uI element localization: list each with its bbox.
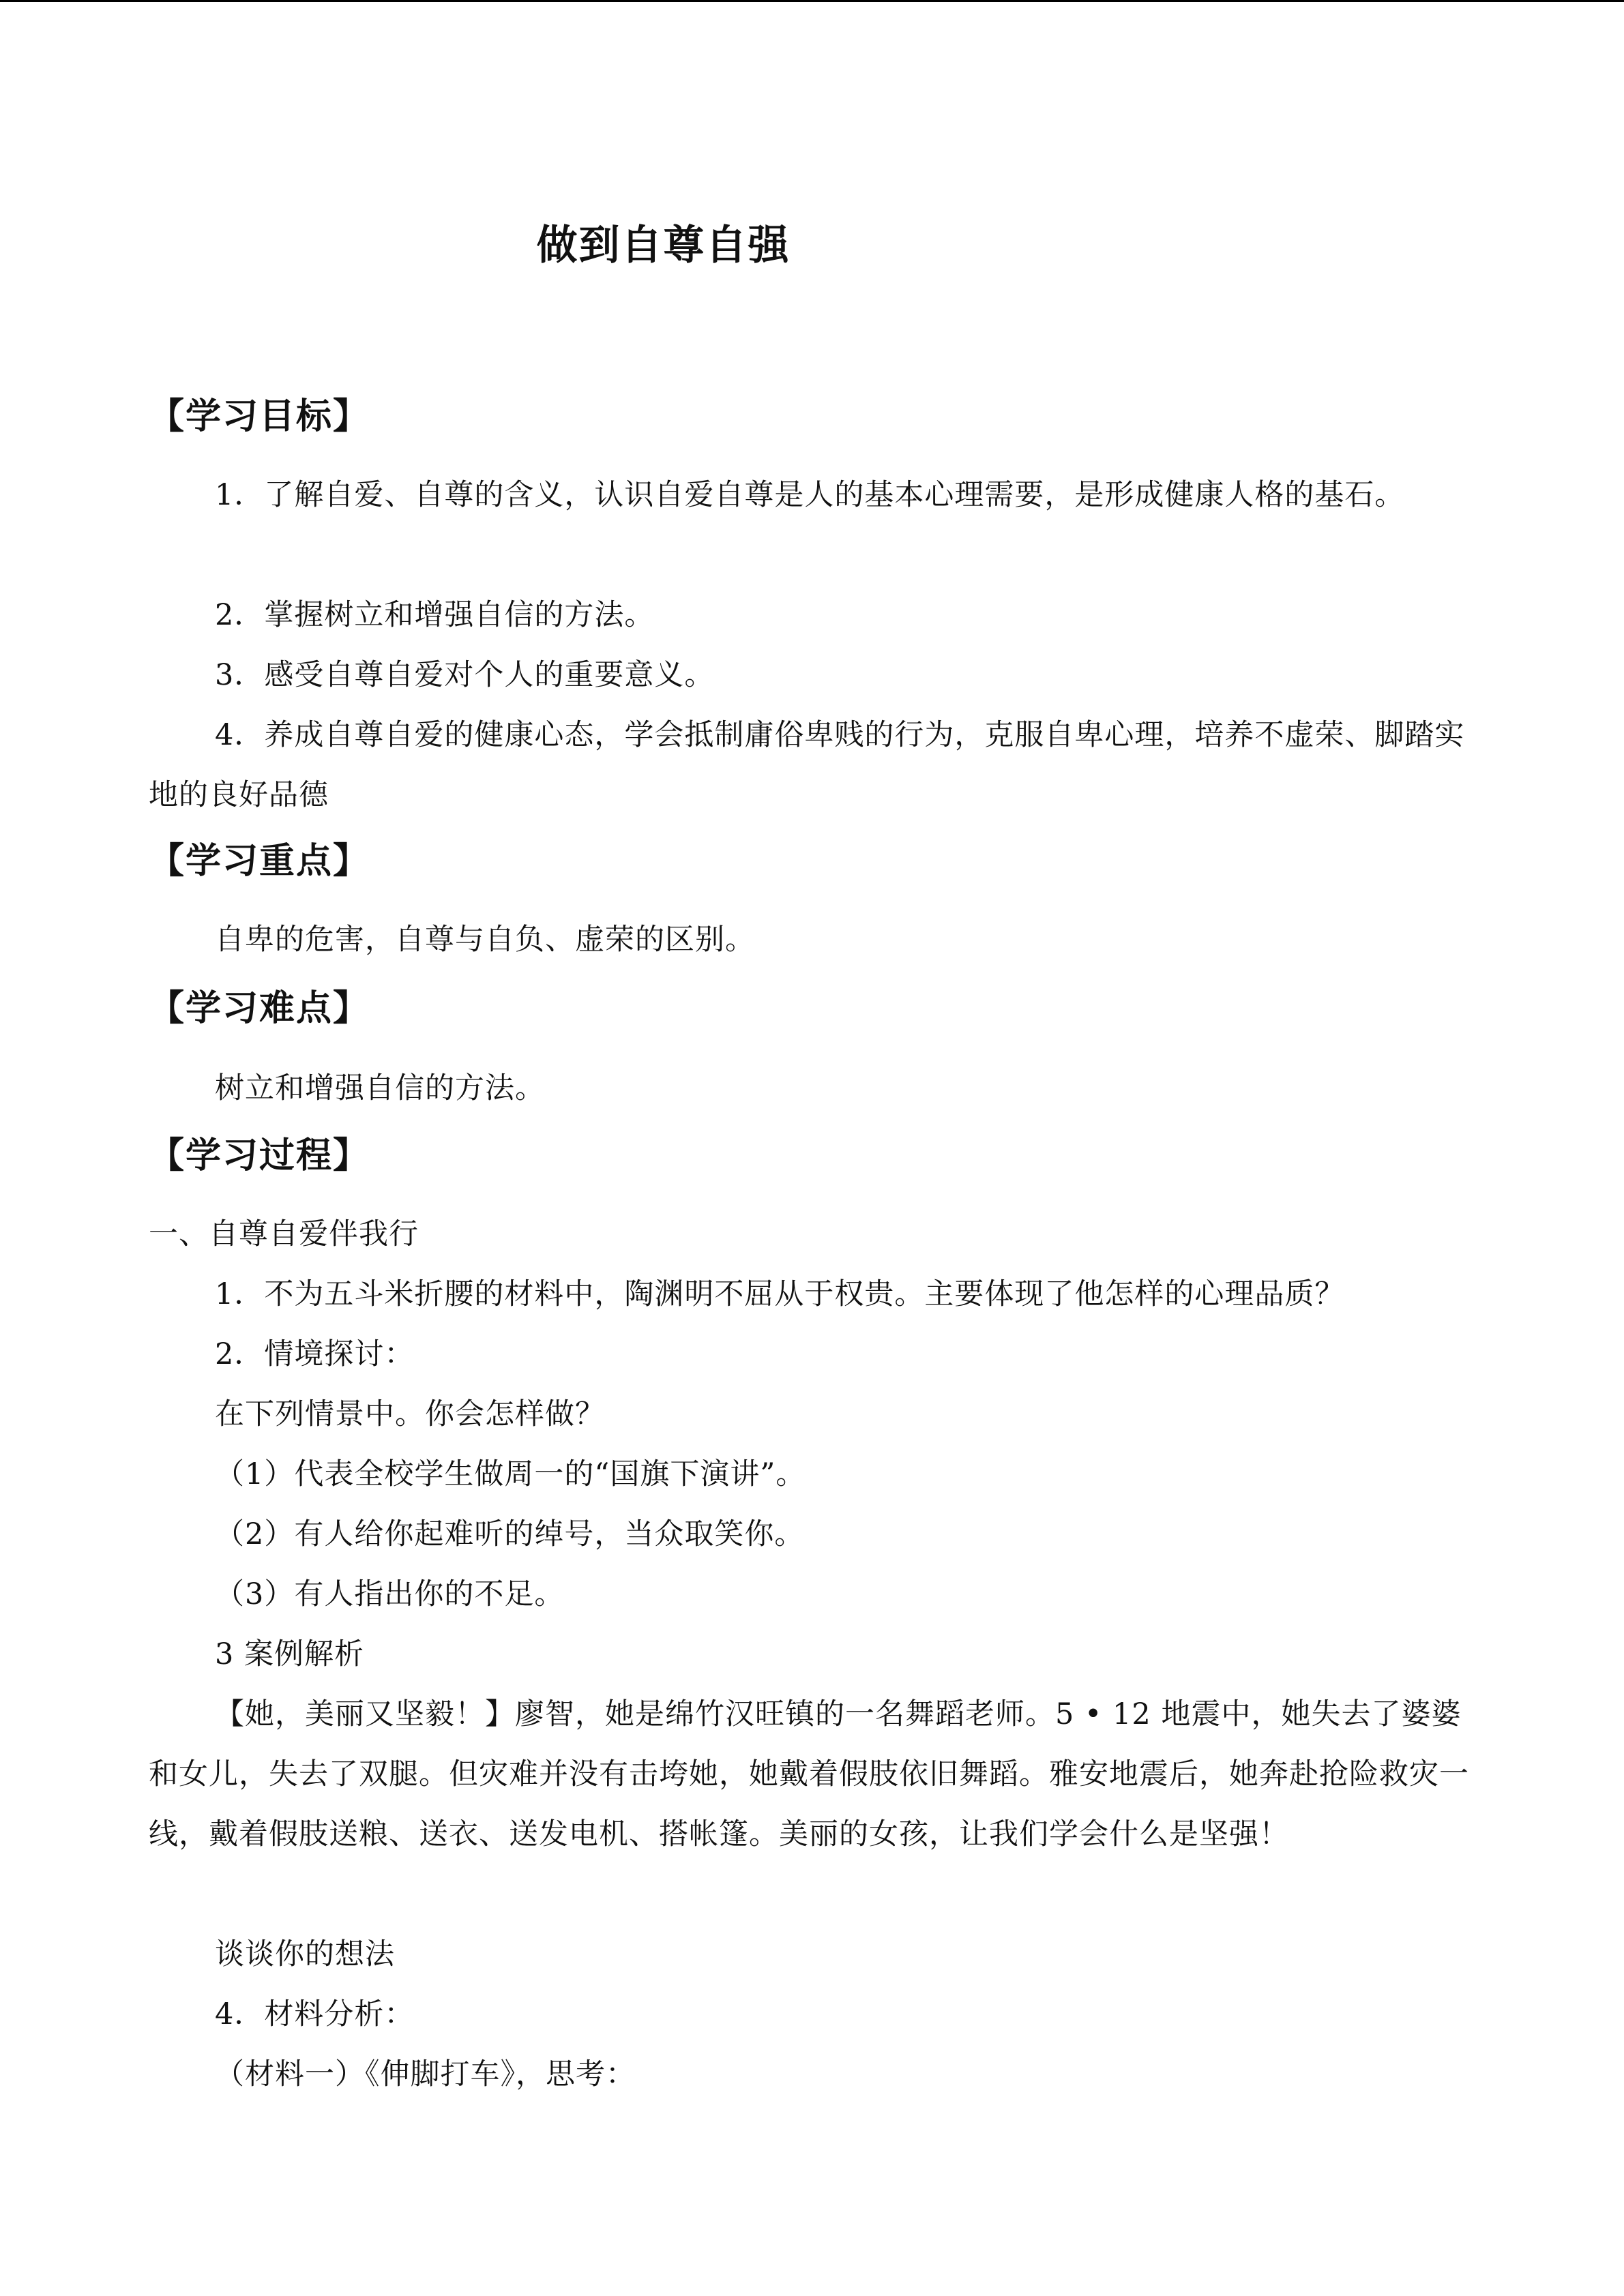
material-1: （材料一）《伸脚打车》，思考： [215, 2057, 636, 2091]
scenario-item: （3）有人指出你的不足。 [215, 1577, 565, 1611]
question-2: 2．情境探讨： [215, 1337, 415, 1371]
question-1: 1．不为五斗米折腰的材料中，陶渊明不屈从于权贵。主要体现了他怎样的心理品质？ [215, 1277, 1345, 1311]
objective-item: 1．了解自爱、自尊的含义，认识自爱自尊是人的基本心理需要，是形成健康人格的基石。 [215, 478, 1405, 512]
discussion-prompt: 谈谈你的想法 [215, 1937, 395, 1971]
process-heading: 【学习过程】 [149, 1135, 370, 1176]
key-points-text: 自卑的危害，自尊与自负、虚荣的区别。 [215, 923, 755, 957]
objective-item: 3．感受自尊自爱对个人的重要意义。 [215, 658, 715, 692]
difficult-points-heading: 【学习难点】 [149, 988, 370, 1029]
objective-item: 4．养成自尊自爱的健康心态，学会抵制庸俗卑贱的行为，克服自卑心理，培养不虚荣、脚踏实地的良好品德 [149, 718, 1465, 812]
case-paragraph: 【她，美丽又坚毅！】廖智，她是绵竹汉旺镇的一名舞蹈老师。5 • 12 地震中，她失去了婆婆和女儿，失去了双腿。但灾难并没有击垮她，她戴着假肢依旧舞蹈。雅安地震后，她奔赴抢险救灾一线，戴着假肢送粮、送衣、送发电机、搭帐篷。美丽的女孩，让我们学会什么是坚强！ [149, 1697, 1469, 1851]
question-3: 3 案例解析 [215, 1637, 365, 1671]
difficult-points-text: 树立和增强自信的方法。 [215, 1071, 545, 1105]
process-part-title: 一、自尊自爱伴我行 [149, 1217, 419, 1251]
question-4: 4．材料分析： [215, 1997, 415, 2031]
objective-item: 2．掌握树立和增强自信的方法。 [215, 598, 655, 632]
top-border-line [0, 0, 1624, 2]
key-points-heading: 【学习重点】 [149, 841, 370, 882]
scenario-item: （2）有人给你起难听的绰号，当众取笑你。 [215, 1517, 805, 1551]
objectives-heading: 【学习目标】 [149, 396, 370, 437]
scenario-item: （1）代表全校学生做周一的“国旗下演讲”。 [215, 1457, 806, 1491]
page-title: 做到自尊自强 [536, 222, 791, 269]
question-2-intro: 在下列情景中。你会怎样做？ [215, 1397, 605, 1431]
